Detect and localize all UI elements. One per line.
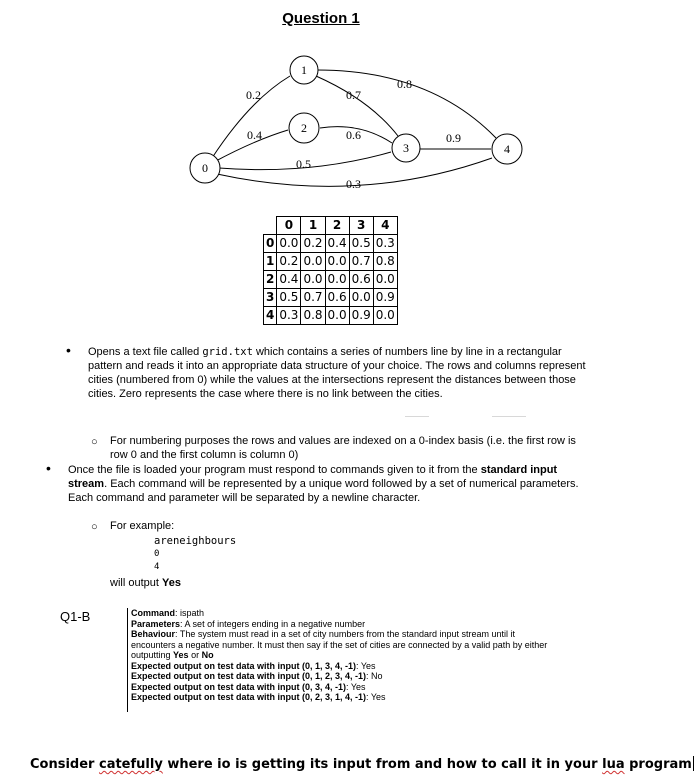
table-cell: 0.4 [277,271,301,289]
edge-label-0-1: 0.2 [246,88,261,102]
example-output [110,576,181,590]
edge-label-1-3: 0.7 [346,88,361,102]
table-row [264,235,398,253]
col-header: 3 [349,217,373,235]
node-label-2: 2 [301,121,307,135]
p3-bold: standard input stream [68,464,558,490]
table-row [264,253,398,271]
col-header: 2 [325,217,349,235]
table-cell: 0.5 [277,289,301,307]
table-cell: 0.2 [301,235,325,253]
table-cell: 0.6 [325,289,349,307]
paragraph-indexing: For numbering purposes the rows and values are indexed on a 0-index basis (i.e. the first row is row 0 and the first column is column 0) [110,435,576,461]
test-label: Expected output on test data with input (0, 3, 4, -1) [131,681,347,692]
example-arg: 0 [154,549,160,559]
table-cell: 0.0 [349,289,373,307]
test-label: Expected output on test data with input (0, 2, 3, 1, 4, -1) [131,692,367,702]
command-line [131,608,551,619]
node-label-4: 4 [504,142,510,156]
distance-matrix [263,216,398,325]
paragraph-commands [68,463,583,505]
table-cell: 0.4 [325,235,349,253]
example-arg: 4 [154,562,160,572]
col-header: 0 [277,217,301,235]
output-yes: Yes [161,577,181,589]
table-cell: 0.3 [277,307,301,325]
behaviour-value: : The system must read in a set of city numbers from the standard input stream until it encounters a negative number. It must then say if the set of cities are connected by a valid path by either outputting [131,629,548,660]
faint-mark [492,416,526,417]
footer-w1: Consider [30,757,99,772]
behaviour-or: or [188,650,202,660]
command-value: : ispath [175,608,205,618]
table-cell: 0.5 [349,235,373,253]
bullet-icon: • [66,342,71,358]
node-label-0: 0 [202,161,208,175]
output-pre: will output [110,577,162,589]
misspelled-word: lua [602,757,625,772]
table-cell: 0.0 [373,307,397,325]
edge-label-0-4: 0.3 [346,177,361,191]
command-spec-box [127,608,551,712]
example-label: For example: [110,520,175,532]
paragraph-file-description [88,345,588,401]
row-header: 4 [264,307,277,325]
table-cell: 0.0 [325,271,349,289]
parameters-label: Parameters [131,618,181,629]
row-header: 3 [264,289,277,307]
graph-diagram [0,0,642,210]
edge-label-0-3: 0.5 [296,157,311,171]
question-label: Q1-B [60,609,91,624]
test-result: : Yes [366,692,386,702]
row-header: 2 [264,271,277,289]
filename-code: grid.txt [202,346,253,358]
footer-w3: where io is getting its input from and how to call it in your [162,757,603,772]
test-result: : No [366,671,383,681]
table-cell: 0.3 [373,235,397,253]
table-cell: 0.6 [349,271,373,289]
test-line [131,671,551,682]
table-cell: 0.0 [277,235,301,253]
behaviour-yes: Yes [173,650,189,660]
p1-post: which contains a series of numbers line by line in a rectangular pattern and reads it into an appropriate data structure of your choice. The rows and columns represent cities (numbered from 0) while the values at the intersections represent the distances between those cities. Zero represents the case where there is no link between the cities. [88,346,586,400]
faint-mark [405,416,429,417]
page-title: Question 1 [282,10,360,27]
behaviour-no: No [201,650,214,660]
edge-label-2-3: 0.6 [346,128,361,142]
test-label: Expected output on test data with input (0, 1, 3, 4, -1) [131,660,357,671]
test-result: : Yes [356,660,376,671]
test-label: Expected output on test data with input (0, 1, 2, 3, 4, -1) [131,671,367,681]
command-label: Command [131,608,176,618]
table-cell: 0.0 [301,271,325,289]
table-cell: 0.7 [349,253,373,271]
table-cell: 0.2 [277,253,301,271]
table-cell: 0.8 [373,253,397,271]
parameters-value: : A set of integers ending in a negative number [180,618,366,629]
node-label-1: 1 [301,63,307,77]
behaviour-line [131,629,551,661]
example-command: areneighbours [154,535,237,547]
test-line [131,682,551,693]
footer-note[interactable] [30,756,692,772]
table-cell: 0.9 [373,289,397,307]
col-header: 1 [301,217,325,235]
behaviour-label: Behaviour [131,629,176,639]
parameters-line [131,619,551,630]
edge-label-0-2: 0.4 [247,128,262,142]
node-label-3: 3 [403,141,409,155]
test-result: : Yes [346,681,366,692]
table-cell: 0.0 [325,253,349,271]
row-header: 0 [264,235,277,253]
table-row [264,271,398,289]
table-row [264,307,398,325]
p1-pre: Opens a text file called [88,346,203,358]
table-cell: 0.0 [373,271,397,289]
misspelled-word: catefully [98,757,163,772]
row-header: 1 [264,253,277,271]
table-row [264,289,398,307]
table-cell: 0.9 [349,307,373,325]
hollow-bullet-icon: ○ [91,521,98,533]
edge-label-3-4: 0.9 [446,131,461,145]
p3-post: . Each command will be represented by a unique word followed by a set of numerical parameters. Each command and parameter will be separated by a newline character. [68,478,579,504]
table-cell: 0.7 [301,289,325,307]
matrix-header-row [264,217,398,235]
edge-label-1-4: 0.8 [397,77,412,91]
table-cell: 0.0 [301,253,325,271]
footer-w5: program [624,757,692,772]
p3-pre: Once the file is loaded your program must respond to commands given to it from the [68,464,481,476]
hollow-bullet-icon: ○ [91,436,98,448]
test-line [131,661,551,672]
bullet-icon: • [46,460,51,476]
test-line [131,692,551,703]
col-header: 4 [373,217,397,235]
table-cell: 0.0 [325,307,349,325]
matrix-corner [264,217,277,235]
table-cell: 0.8 [301,307,325,325]
